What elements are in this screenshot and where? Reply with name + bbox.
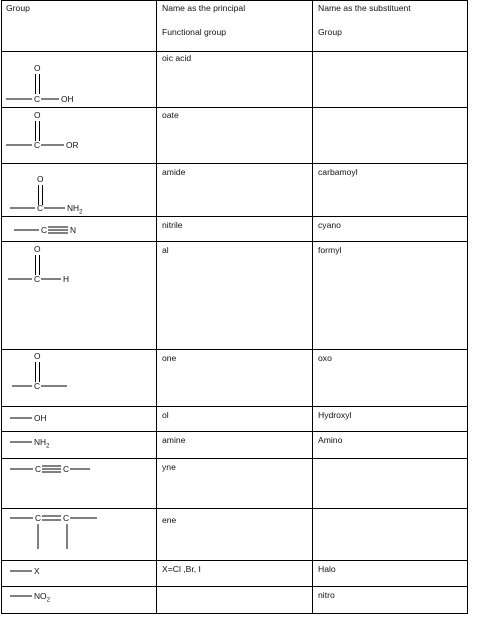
principal-name: nitrile	[162, 220, 183, 230]
atom-label: X	[34, 566, 40, 576]
atom-label: OR	[66, 140, 79, 150]
atom-label: $NH_2$	[34, 437, 50, 450]
principal-name: X=Cl ,Br, I	[162, 564, 201, 574]
atom-label: H	[63, 274, 70, 284]
principal-name: one	[162, 353, 177, 363]
principal-name: amine	[162, 435, 186, 445]
ester-structure	[0, 108, 156, 163]
aldehyde-structure	[0, 242, 156, 349]
atom-label: O	[37, 174, 44, 184]
principal-name: ene	[162, 515, 177, 525]
substituent-name: Hydroxyl	[318, 410, 352, 420]
atom-label: O	[34, 63, 41, 73]
amine-structure	[0, 432, 156, 458]
nitro-structure	[0, 587, 156, 613]
substituent-name: Amino	[318, 435, 343, 445]
header-principal-line2: Functional group	[162, 27, 227, 37]
atom-label: O	[34, 351, 41, 361]
substituent-name: cyano	[318, 220, 341, 230]
atom-label: C	[34, 381, 41, 391]
principal-name: oate	[162, 110, 179, 120]
atom-label: C	[34, 274, 41, 284]
alkene-structure	[0, 509, 156, 560]
substituent-name: formyl	[318, 245, 342, 255]
column-divider	[156, 0, 157, 614]
principal-name: yne	[162, 462, 176, 472]
atom-label: O	[34, 244, 41, 254]
halide-structure	[0, 561, 156, 586]
header-principal-line1: Name as the principal	[162, 3, 246, 13]
principal-name: al	[162, 245, 169, 255]
atom-label: OH	[61, 94, 74, 104]
atom-label: C	[34, 94, 41, 104]
amide-structure	[0, 164, 156, 216]
principal-name: oic acid	[162, 53, 192, 63]
alkyne-structure	[0, 459, 156, 508]
table-border-top	[1, 0, 468, 1]
atom-label: N	[70, 225, 77, 235]
atom-label: C	[35, 513, 42, 523]
hydroxyl-structure	[0, 407, 156, 431]
substituent-name: Halo	[318, 564, 336, 574]
carboxylic-acid-structure	[0, 52, 156, 107]
principal-name: amide	[162, 167, 186, 177]
atom-label: C	[63, 513, 70, 523]
atom-label: C	[41, 225, 48, 235]
table-border-right	[467, 0, 468, 614]
substituent-name: nitro	[318, 590, 335, 600]
atom-label: C	[63, 464, 70, 474]
atom-label: $NO_2$	[34, 591, 50, 604]
table-border-bottom	[1, 613, 468, 614]
substituent-name: oxo	[318, 353, 332, 363]
atom-label: C	[34, 140, 41, 150]
atom-label: C	[37, 203, 44, 213]
column-divider	[312, 0, 313, 614]
header-substituent-line1: Name as the substituent	[318, 3, 411, 13]
header-group: Group	[6, 3, 30, 13]
atom-label: $NH_2$	[67, 203, 83, 216]
header-substituent-line2: Group	[318, 27, 342, 37]
nitrile-structure	[0, 217, 156, 241]
ketone-structure	[0, 350, 156, 406]
atom-label: OH	[34, 413, 47, 423]
principal-name: ol	[162, 410, 169, 420]
atom-label: O	[34, 110, 41, 120]
substituent-name: carbamoyl	[318, 167, 358, 177]
atom-label: C	[35, 464, 42, 474]
